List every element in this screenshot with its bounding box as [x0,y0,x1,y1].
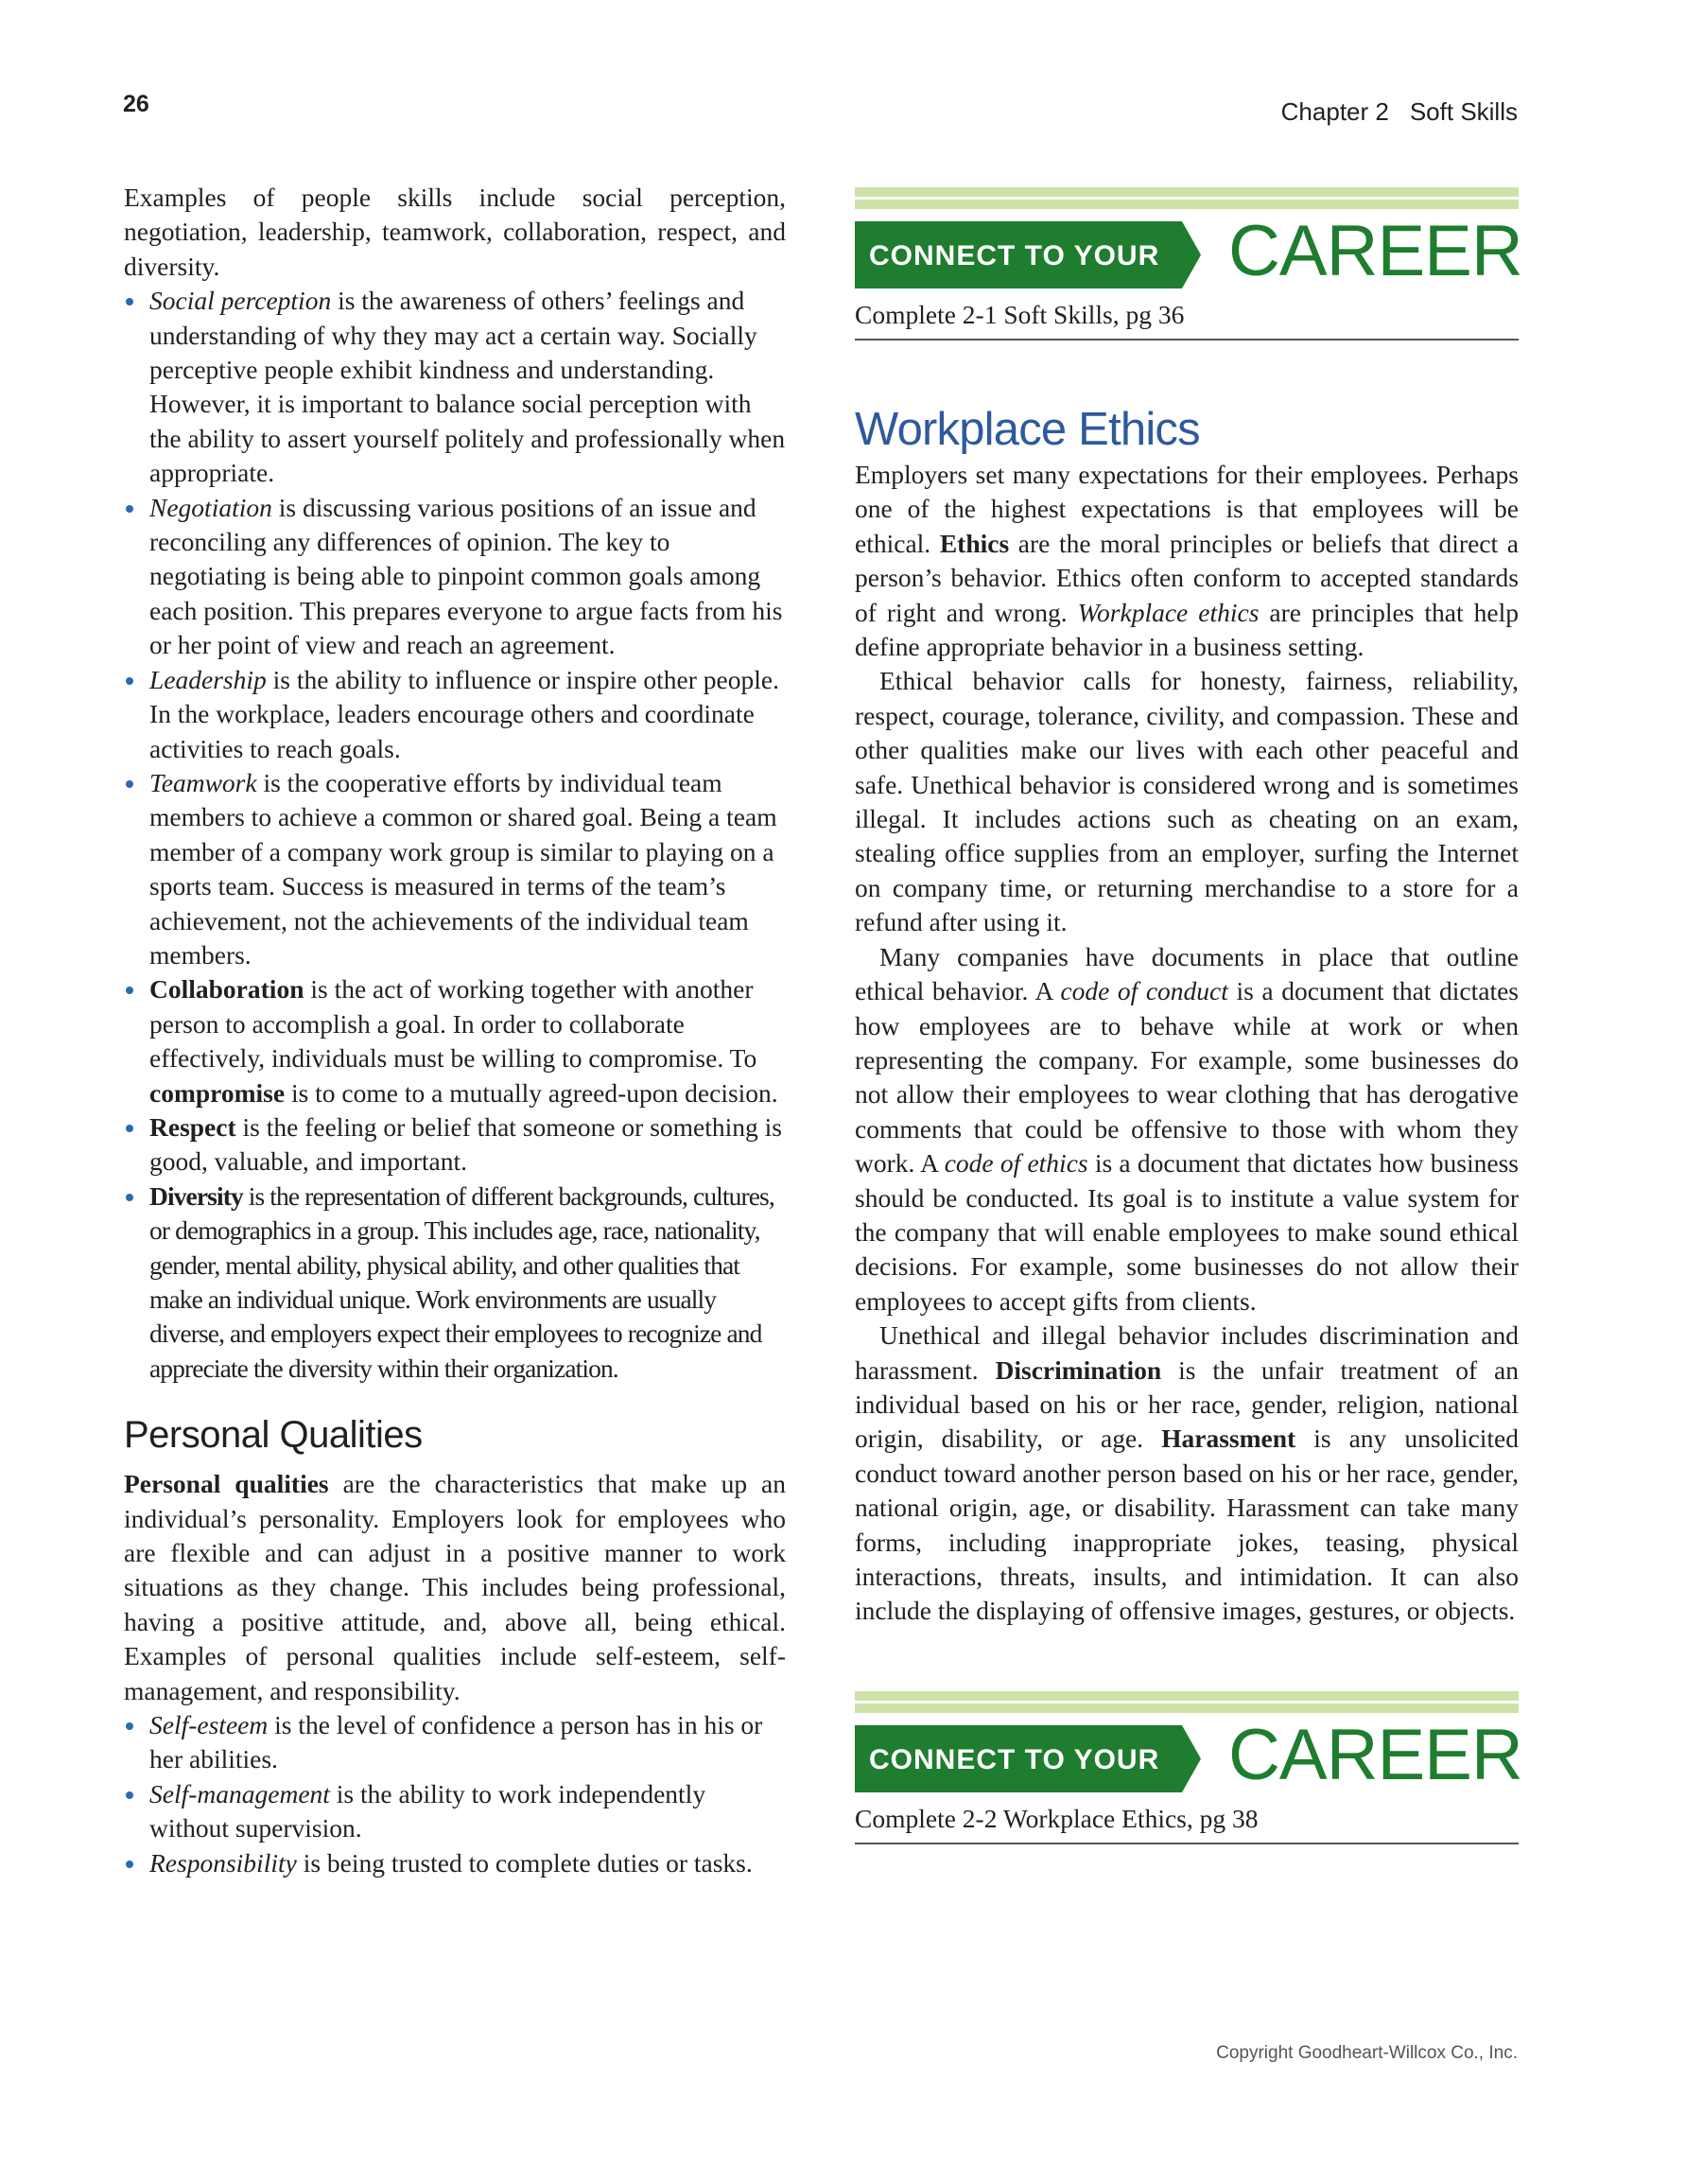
bullet-icon [126,1194,133,1201]
bullet-icon [126,1722,133,1730]
list-item: Responsibility is being trusted to complete duties or tasks. [124,1846,786,1880]
bullet-icon [126,780,133,788]
ethics-paragraph-1: Employers set many expectations for their employees. Perhaps one of the highest expectations is that employees will be ethical. Ethics are the moral principles or beliefs that direct a person’s behavior. Ethics often conform to accepted standards of right and wrong. Workplace ethics are principles that help define appropriate behavior in a business setting. [855,460,1519,662]
personal-qualities-heading: Personal Qualities [124,1414,423,1457]
activity-reference: Complete 2-1 Soft Skills, pg 36 [855,300,1185,329]
bullet-icon [126,1861,133,1868]
left-column [124,181,786,1880]
connect-to-career-box [855,187,1522,339]
workplace-ethics-heading: Workplace Ethics [855,404,1200,455]
list-item: Self-management is the ability to work independently without supervision. [124,1777,786,1846]
career-banner [855,221,1201,288]
bullet-icon [126,677,133,685]
bullet-icon [126,298,133,306]
page-number: 26 [123,91,149,117]
decorative-bar [855,187,1519,197]
personal-qualities-paragraph: Personal qualities are the characteristics that make up an individual’s personality. Employers look for employees who are flexible and can adjust in a positive manner to work situations as they change. This includes being professional, having a positive attitude, and, above all, being ethical. Examples of personal qualities include self-esteem, self-management, and responsibility. [124,1469,787,1705]
banner-label: CONNECT TO YOUR [869,240,1160,271]
list-item: Respect is the feeling or belief that someone or something is good, valuable, and important. [124,1110,786,1179]
chapter-label: Chapter 2 [1280,97,1389,126]
list-item: Diversity is the representation of different backgrounds, cultures, or demographics in a group. This includes age, race, nationality, gender, mental ability, physical ability, and other qualities that make an individual unique. Work environments are usually diverse, and employers expect their employees to recognize and appreciate the diversity within their organization. [124,1179,786,1386]
ethics-paragraph-3: Many companies have documents in place that outline ethical behavior. A code of conduct is a document that dictates how employees are to behave while at work or when representing the company. For example, some businesses do not allow their employees to wear clothing that has derogative comments that could be offensive to those with whom they work. A code of ethics is a document that dictates how business should be conducted. Its goal is to institute a value system for the company that will enable employees to make sound ethical decisions. For example, some businesses do not allow their employees to accept gifts from clients. [855,941,1520,1316]
bullet-icon [126,505,133,513]
career-banner [855,1725,1201,1792]
ethics-paragraph-2: Ethical behavior calls for honesty, fairness, reliability, respect, courage, tolerance, civility, and compassion. These and other qualities make our lives with each other peaceful and safe. Unethical behavior is considered wrong and is sometimes illegal. It includes actions such as cheating on an exam, stealing office supplies from an employer, surfing the Internet on company time, or returning merchandise to a store for a refund after using it. [855,666,1519,937]
decorative-bar [855,1704,1519,1713]
running-head [1281,97,1518,127]
people-skills-intro: Examples of people skills include social perception, negotiation, leadership, teamwork, collaboration, respect, and diversity. [124,183,786,281]
career-title: CAREER [1228,1714,1522,1795]
activity-reference: Complete 2-2 Workplace Ethics, pg 38 [855,1803,1259,1833]
banner-label: CONNECT TO YOUR [869,1743,1160,1775]
list-item: Teamwork is the cooperative efforts by individual team members to achieve a common or shared goal. Being a team member of a company work group is similar to playing on a sports team. Success is measured in terms of the team’s achievement, not the achievements of the individual team members. [124,766,786,972]
ethics-paragraph-4: Unethical and illegal behavior includes discrimination and harassment. Discrimination is the unfair treatment of an individual based on his or her race, gender, religion, national origin, disability, or age. Harassment is any unsolicited conduct toward another person based on his or her race, gender, national origin, age, or disability. Harassment can take many forms, including inappropriate jokes, teasing, physical interactions, threats, insults, and intimidation. It can also include the displaying of offensive images, gestures, or objects. [855,1320,1519,1626]
copyright-notice: Copyright Goodheart-Willcox Co., Inc. [1216,2043,1518,2063]
bullet-icon [126,987,133,994]
list-item: Negotiation is discussing various positions of an issue and reconciling any differences of opinion. The key to negotiating is being able to pinpoint common goals among each position. This prepares everyone to argue facts from his or her point of view and reach an agreement. [124,491,786,663]
career-title: CAREER [1228,211,1522,291]
connect-to-career-box [855,1691,1522,1843]
decorative-bar [855,200,1519,209]
list-item: Leadership is the ability to influence or inspire other people. In the workplace, leaders encourage others and coordinate activities to reach goals. [124,663,786,766]
list-item: Self-esteem is the level of confidence a person has in his or her abilities. [124,1708,786,1777]
bullet-icon [126,1791,133,1799]
personal-qualities-list [124,1708,786,1880]
list-item: Social perception is the awareness of others’ feelings and understanding of why they may act a certain way. Socially perceptive people exhibit kindness and understanding. However, it is important to balance social perception with the ability to assert yourself politely and professionally when appropriate. [124,284,786,490]
people-skills-list [124,284,786,1386]
section-label: Soft Skills [1409,97,1518,126]
decorative-bar [855,1691,1519,1701]
right-column [855,187,1522,1843]
list-item: Collaboration is the act of working together with another person to accomplish a goal. In order to collaborate effectively, individuals must be willing to compromise. To compromise is to come to a mutually agreed-upon decision. [124,972,786,1110]
bullet-icon [126,1125,133,1132]
divider [855,1843,1519,1844]
divider [855,339,1519,341]
